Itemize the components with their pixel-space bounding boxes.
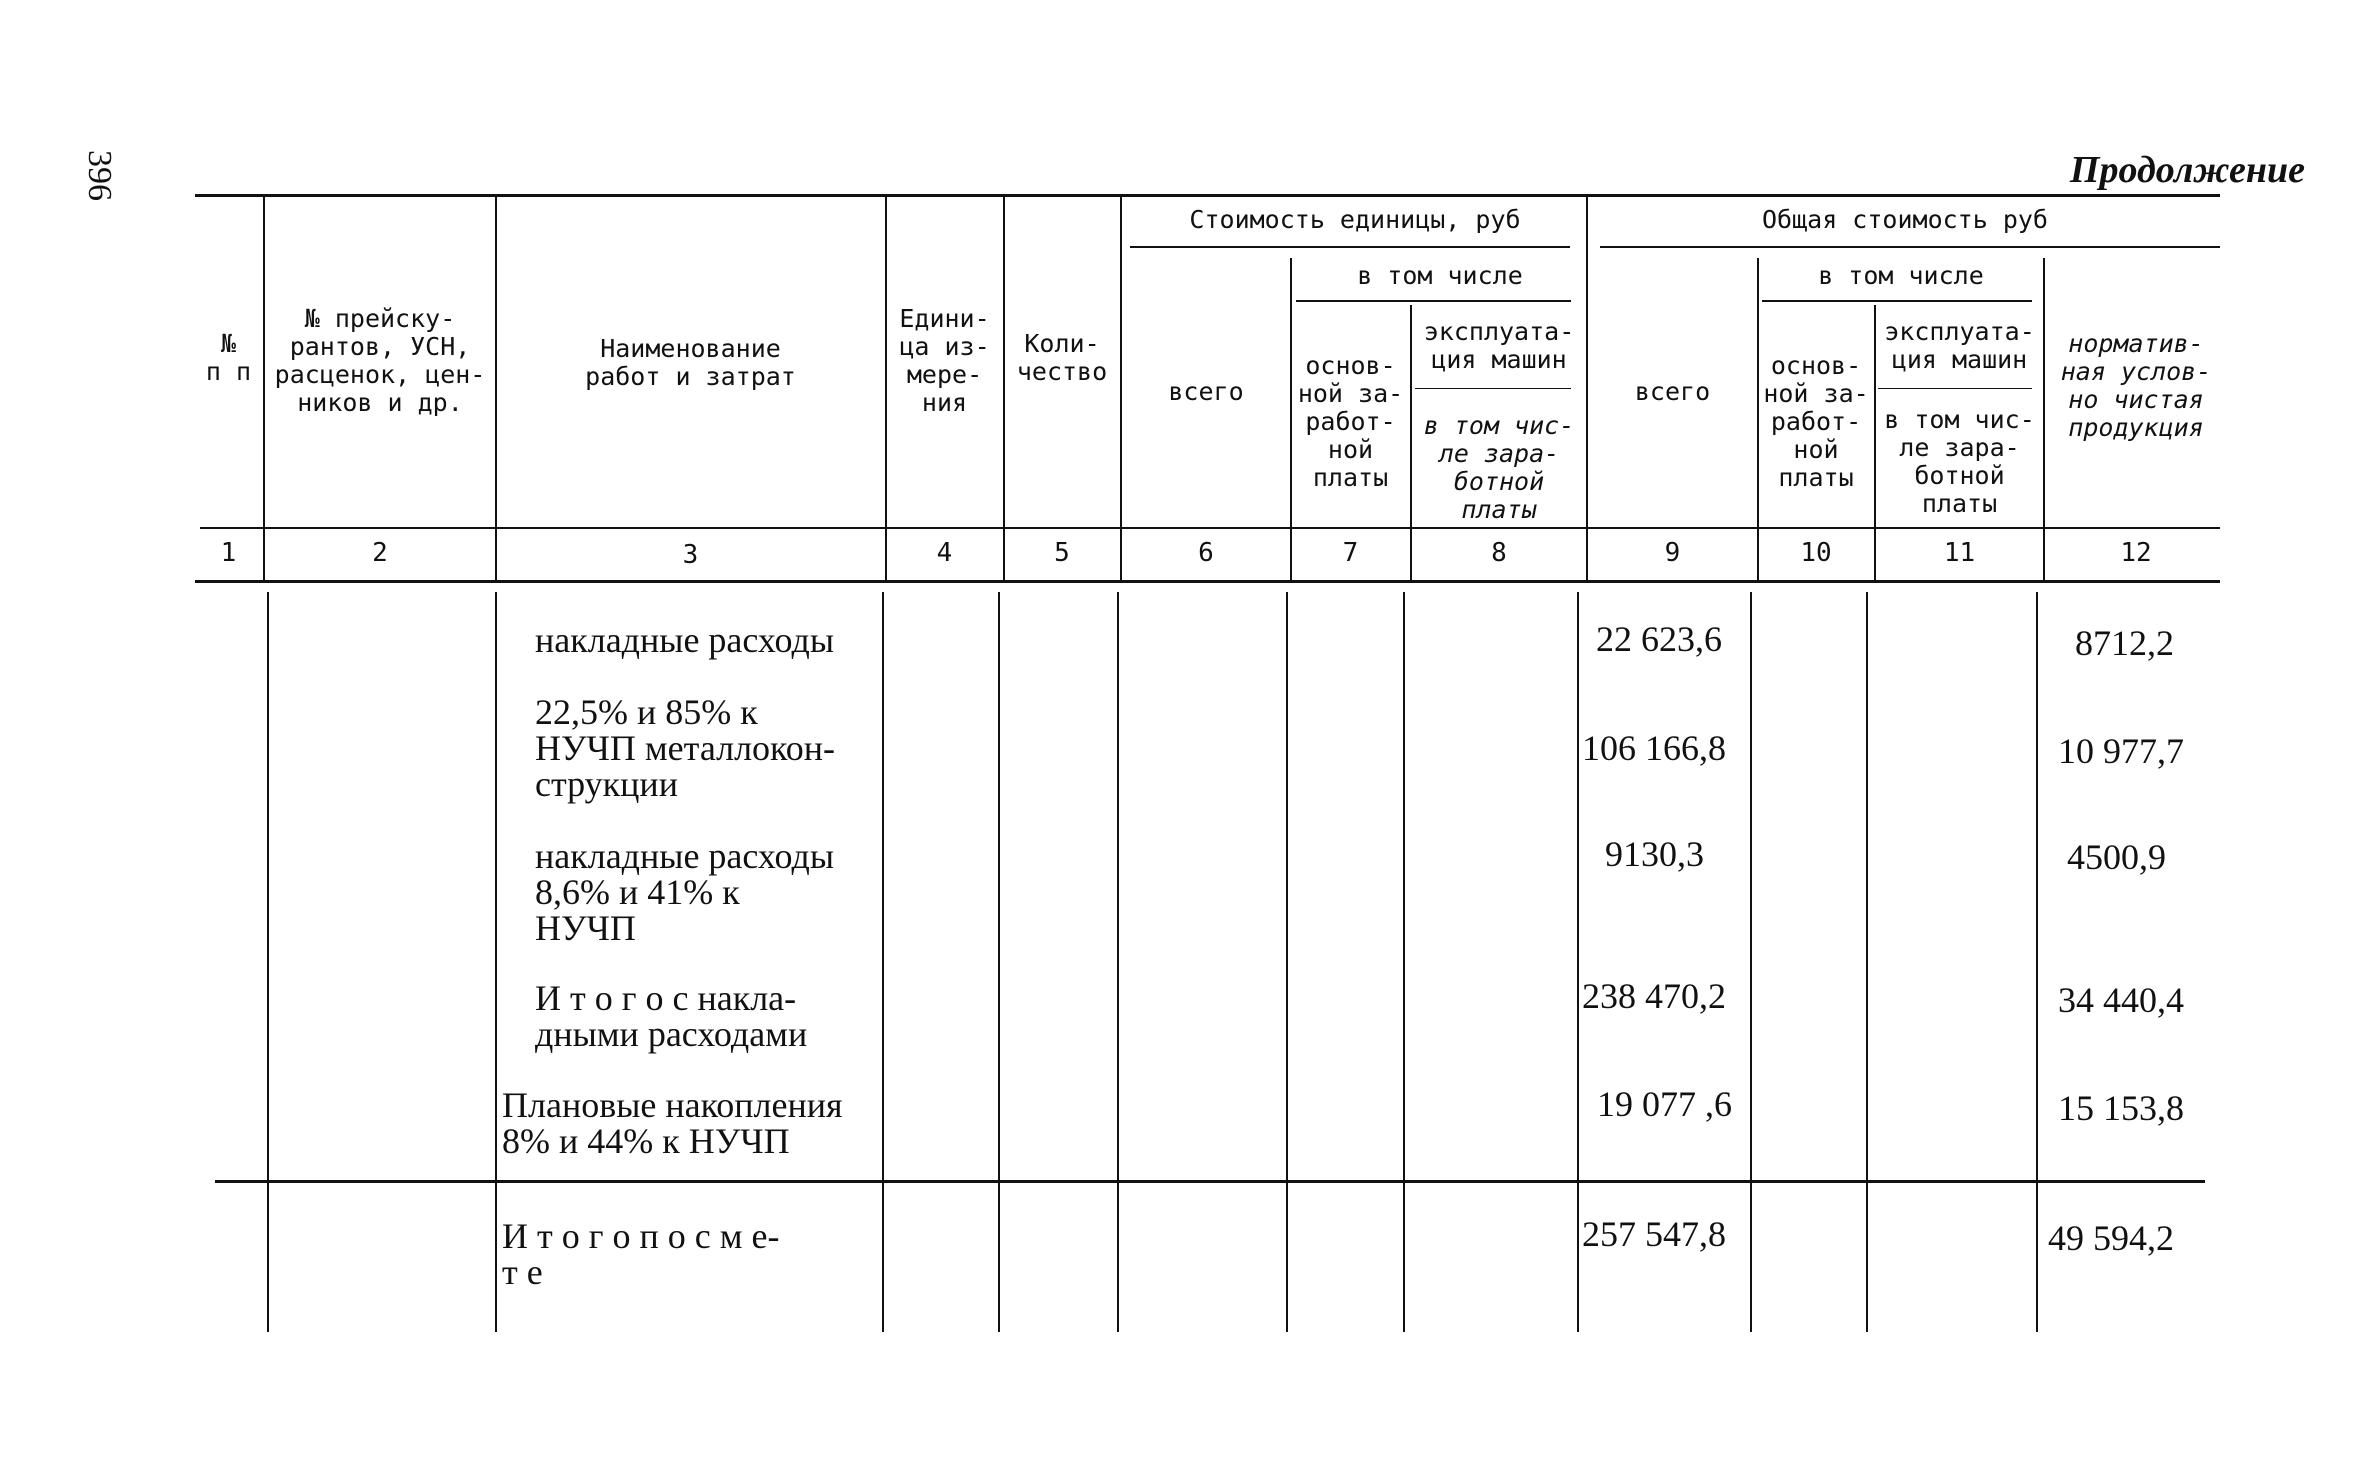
col-number: 8 — [1491, 538, 1507, 568]
body-vline-10 — [1866, 592, 1868, 1332]
header-work-name: Наименование работ и затрат — [585, 334, 796, 391]
col-number: 7 — [1342, 538, 1359, 568]
body-vline-8 — [1577, 592, 1579, 1332]
col-number: 6 — [1198, 538, 1214, 568]
col8-split-rule — [1415, 388, 1571, 389]
header-unit-including: в том числе — [1357, 261, 1523, 290]
total-including-rule — [1762, 300, 2032, 302]
header-total-including: в том числе — [1818, 261, 1984, 290]
body-vline-7 — [1403, 592, 1405, 1332]
vline-5 — [1120, 197, 1122, 582]
col-number: 12 — [2120, 538, 2152, 568]
final-total-cost: 257 547,8 — [1582, 1214, 1726, 1254]
col-number: 4 — [936, 538, 953, 568]
totals-separator-rule — [215, 1180, 2205, 1183]
header-price-list: № прейску- рантов, УСН, расценок, цен- ников и др. — [274, 304, 486, 417]
header-total-machines-wage: в том чис- ле зара- ботной платы — [1884, 405, 2035, 518]
header-normative-product: норматив- ная услов- но чистая продукция — [2060, 329, 2212, 442]
header-unit: Едини- ца из- мере- ния — [899, 304, 990, 417]
row-normative-product: 8712,2 — [2075, 623, 2174, 663]
vline-9 — [1757, 258, 1759, 582]
col-number: 9 — [1664, 538, 1681, 568]
row-total-cost: 22 623,6 — [1596, 619, 1722, 659]
vline-4 — [1003, 197, 1005, 582]
col-number: 11 — [1943, 538, 1976, 568]
row-work-name: накладные расходы 8,6% и 41% к НУЧП — [535, 836, 835, 948]
vline-1 — [263, 197, 265, 582]
total-cost-rule — [1600, 246, 2220, 248]
header-total-base-wage: основ- ной за- работ- ной платы — [1763, 351, 1869, 492]
row-total-cost: 238 470,2 — [1582, 976, 1726, 1016]
row-normative-product: 4500,9 — [2067, 837, 2166, 877]
body-vline-11 — [2036, 592, 2038, 1332]
unit-cost-rule — [1130, 246, 1570, 248]
vline-6 — [1290, 258, 1292, 582]
row-work-name: накладные расходы — [535, 620, 835, 660]
header-unit-base-wage: основ- ной за- работ- ной платы — [1297, 351, 1404, 492]
row-normative-product: 10 977,7 — [2058, 731, 2184, 771]
row-total-cost: 9130,3 — [1605, 834, 1704, 874]
final-total-label: И т о г о п о с м е- т е — [502, 1216, 780, 1292]
col-number: 10 — [1800, 538, 1832, 568]
row-work-name: 22,5% и 85% к НУЧП металлокон- струкции — [535, 692, 835, 804]
table-top-rule — [195, 194, 2220, 197]
body-vline-1 — [267, 592, 269, 1332]
numbers-bottom-rule — [195, 580, 2220, 583]
col11-split-rule — [1878, 388, 2032, 389]
header-unit-machines: эксплуата- ция машин — [1423, 317, 1575, 374]
header-total-all: всего — [1634, 377, 1711, 406]
body-vline-9 — [1750, 592, 1752, 1332]
body-vline-3 — [882, 592, 884, 1332]
continuation-label: Продолжение — [2069, 149, 2305, 191]
row-work-name: Плановые накопления 8% и 44% к НУЧП — [502, 1085, 843, 1161]
body-vline-5 — [1117, 592, 1119, 1332]
header-quantity: Коли- чество — [1016, 329, 1108, 386]
vline-8 — [1586, 197, 1588, 582]
unit-including-rule — [1296, 300, 1571, 302]
header-total-cost-group: Общая стоимость руб — [1762, 205, 2048, 234]
row-work-name: И т о г о с накла- дными расходами — [535, 978, 808, 1054]
row-total-cost: 106 166,8 — [1582, 728, 1726, 768]
col-number: 3 — [682, 540, 699, 570]
row-normative-product: 34 440,4 — [2058, 980, 2184, 1020]
header-total-machines: эксплуата- ция машин — [1884, 317, 2035, 374]
page-number: 396 — [81, 150, 118, 201]
final-normative-product: 49 594,2 — [2048, 1218, 2174, 1258]
header-bottom-rule — [200, 527, 2220, 529]
body-vline-4 — [998, 592, 1000, 1332]
vline-2 — [495, 197, 497, 582]
vline-3 — [885, 197, 887, 582]
vline-7 — [1410, 305, 1412, 582]
body-vline-2 — [495, 592, 497, 1332]
vline-11 — [2043, 258, 2045, 582]
col-number: 1 — [220, 538, 237, 568]
row-total-cost: 19 077 ,6 — [1597, 1084, 1732, 1124]
header-unit-cost-group: Стоимость единицы, руб — [1189, 205, 1521, 234]
header-unit-total: всего — [1168, 377, 1244, 406]
row-normative-product: 15 153,8 — [2058, 1088, 2184, 1128]
vline-10 — [1874, 305, 1876, 582]
body-vline-6 — [1286, 592, 1288, 1332]
col-number: 2 — [372, 538, 388, 568]
header-row-number: № п п — [205, 329, 252, 386]
header-unit-machines-wage: в том чис- ле зара- ботной платы — [1423, 411, 1575, 524]
col-number: 5 — [1054, 538, 1070, 568]
